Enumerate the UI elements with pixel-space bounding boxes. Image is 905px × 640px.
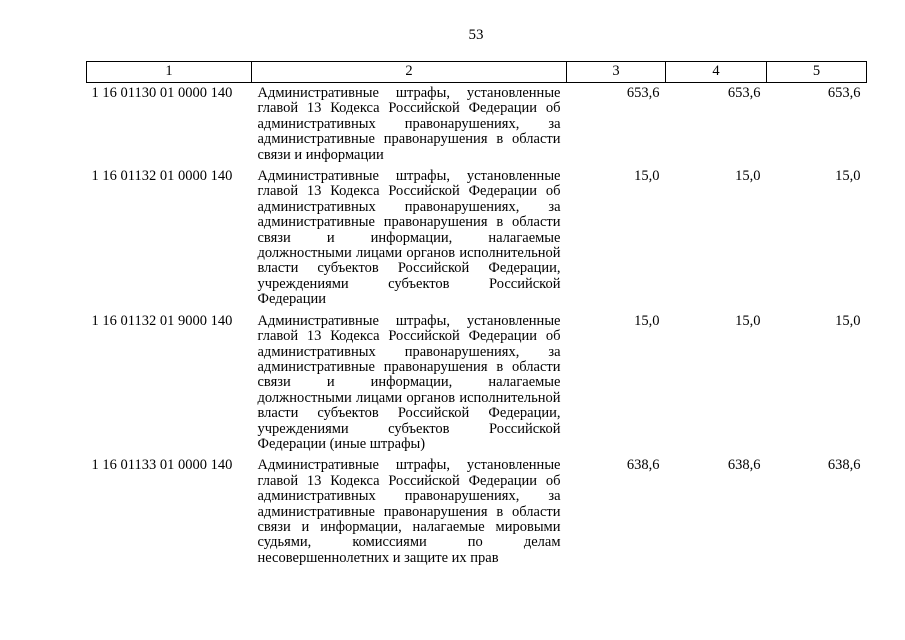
row-value-col-4: 638,6 [727, 457, 761, 474]
row-value-col-4: 653,6 [727, 85, 761, 101]
budget-table [86, 61, 867, 569]
row-code: 1 16 01133 01 0000 140 [91, 457, 233, 474]
table-row [87, 83, 867, 167]
row-value-col-5: 653,6 [827, 85, 861, 101]
row-code: 1 16 01132 01 0000 140 [91, 168, 233, 185]
row-description: Административные штрафы, установленные главой 13 Кодекса Российской Федерации об административных правонарушениях, за административные правонарушения в области связи и информации [257, 85, 561, 163]
table-header [87, 62, 867, 83]
row-value-col-5: 638,6 [827, 457, 861, 474]
header-col-1: 1 [87, 62, 252, 83]
row-value-col-5: 15,0 [835, 168, 861, 185]
table-row [87, 166, 867, 311]
row-value-col-3: 653,6 [626, 85, 660, 101]
header-col-3: 3 [567, 62, 666, 83]
row-value-col-4: 15,0 [735, 312, 761, 329]
row-description: Административные штрафы, установленные главой 13 Кодекса Российской Федерации об административных правонарушениях, за административные правонарушения в области связи и информации, налагаемые должностными лицами органов исполнительной власти субъектов Российской Федерации, учреждениями субъектов Российской Федерации (иные штрафы) [257, 312, 561, 452]
header-col-2: 2 [252, 62, 567, 83]
table-row [87, 311, 867, 456]
header-col-5: 5 [767, 62, 867, 83]
table-body [87, 83, 867, 570]
table-row [87, 455, 867, 569]
row-value-col-5: 15,0 [835, 312, 861, 329]
header-row [87, 62, 867, 83]
page-number: 53 [468, 27, 484, 43]
row-code: 1 16 01132 01 9000 140 [91, 312, 233, 329]
row-code: 1 16 01130 01 0000 140 [91, 85, 233, 101]
row-value-col-4: 15,0 [735, 168, 761, 185]
row-value-col-3: 15,0 [634, 168, 660, 185]
header-col-4: 4 [666, 62, 767, 83]
row-description: Административные штрафы, установленные главой 13 Кодекса Российской Федерации об административных правонарушениях, за административные правонарушения в области связи и информации, налагаемые должностными лицами органов исполнительной власти субъектов Российской Федерации, учреждениями субъектов Российской Федерации [257, 168, 561, 308]
row-value-col-3: 638,6 [626, 457, 660, 474]
row-value-col-3: 15,0 [634, 312, 660, 329]
row-description: Административные штрафы, установленные главой 13 Кодекса Российской Федерации об административных правонарушениях, за административные правонарушения в области связи и информации, налагаемые мировыми судьями, комиссиями по делам несовершеннолетних и защите их прав [257, 457, 561, 566]
